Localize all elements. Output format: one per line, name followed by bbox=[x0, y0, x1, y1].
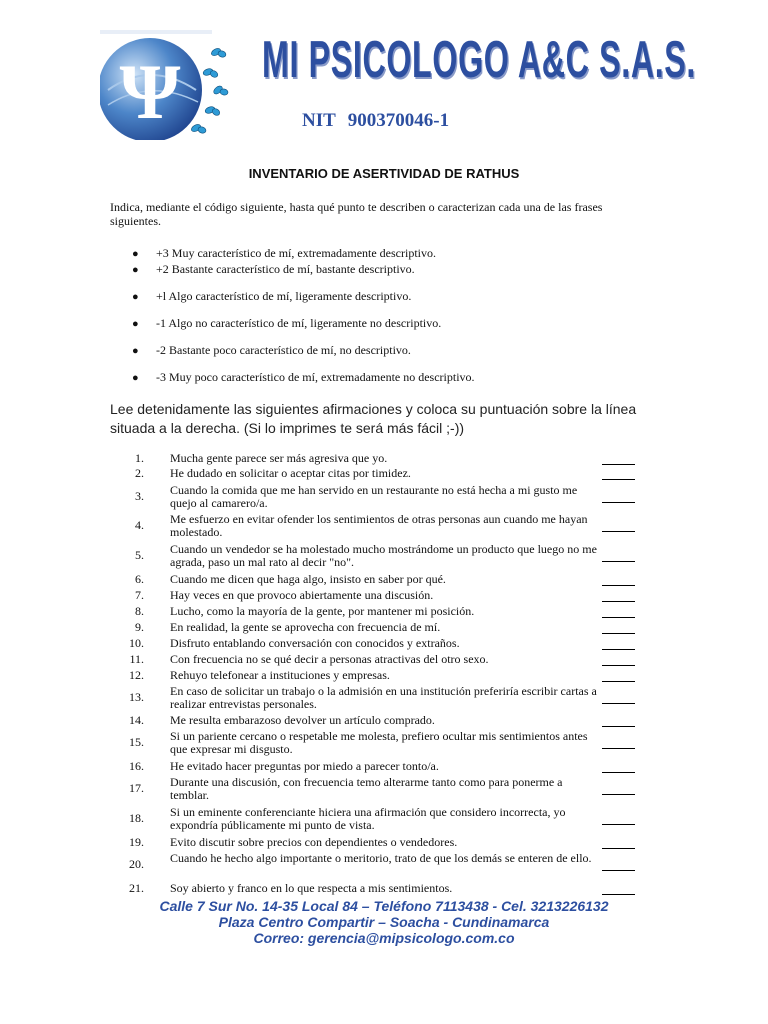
answer-line[interactable] bbox=[602, 633, 635, 634]
intro-paragraph: Indica, mediante el código siguiente, hasta qué punto te describen o caracterizan cada una de las frases siguientes. bbox=[110, 200, 603, 228]
answer-line[interactable] bbox=[602, 561, 635, 562]
nit-label: NIT bbox=[302, 110, 336, 131]
page-footer bbox=[0, 898, 768, 946]
answer-line[interactable] bbox=[602, 665, 635, 666]
scale-item: ● +l Algo característico de mí, ligeramente descriptivo. bbox=[132, 289, 412, 303]
answer-line[interactable] bbox=[602, 531, 635, 532]
answer-line[interactable] bbox=[602, 479, 635, 480]
nit-line bbox=[302, 110, 449, 132]
butterfly-icon bbox=[186, 44, 232, 140]
answer-line[interactable] bbox=[602, 464, 635, 465]
footer-address: Calle 7 Sur No. 14-35 Local 84 – Teléfono 7113438 - Cel. 3213226132 bbox=[159, 898, 609, 914]
answer-line[interactable] bbox=[602, 848, 635, 849]
svg-text:Ψ: Ψ bbox=[119, 48, 181, 135]
answer-line[interactable] bbox=[602, 794, 635, 795]
answer-line[interactable] bbox=[602, 894, 635, 895]
instructions: Lee detenidamente las siguientes afirmaciones y coloca su puntuación sobre la línea situada a la derecha. (Si lo imprimes te será más fácil ;-)) bbox=[110, 401, 637, 436]
answer-line[interactable] bbox=[602, 748, 635, 749]
bullet-icon: ● bbox=[132, 248, 139, 260]
footer-email: Correo: gerencia@mipsicologo.com.co bbox=[253, 930, 515, 946]
answer-line[interactable] bbox=[602, 703, 635, 704]
scale-item: ● +3 Muy característico de mí, extremadamente descriptivo. bbox=[132, 246, 436, 260]
answer-line[interactable] bbox=[602, 601, 635, 602]
bullet-icon: ● bbox=[132, 264, 139, 276]
nit-number: 900370046-1 bbox=[347, 110, 450, 131]
answer-line[interactable] bbox=[602, 585, 635, 586]
answer-line[interactable] bbox=[602, 870, 635, 871]
bullet-icon: ● bbox=[132, 372, 139, 384]
answer-line[interactable] bbox=[602, 681, 635, 682]
scale-item: ● -3 Muy poco característico de mí, extremadamente no descriptivo. bbox=[132, 370, 475, 384]
bullet-icon: ● bbox=[132, 318, 139, 330]
answer-line[interactable] bbox=[602, 726, 635, 727]
answer-line[interactable] bbox=[602, 617, 635, 618]
scale-item: ● -2 Bastante poco característico de mí, no descriptivo. bbox=[132, 343, 411, 357]
answer-line[interactable] bbox=[602, 772, 635, 773]
bullet-icon: ● bbox=[132, 291, 139, 303]
answer-line[interactable] bbox=[602, 502, 635, 503]
scale-item: ● -1 Algo no característico de mí, ligeramente no descriptivo. bbox=[132, 316, 442, 330]
butterflies-decoration bbox=[186, 44, 232, 140]
scale-item: ● +2 Bastante característico de mí, bastante descriptivo. bbox=[132, 262, 415, 276]
company-name: MI PSICOLOGO A&C S.A.S. bbox=[262, 31, 697, 89]
answer-line[interactable] bbox=[602, 649, 635, 650]
bullet-icon: ● bbox=[132, 345, 139, 357]
document-title: INVENTARIO DE ASERTIVIDAD DE RATHUS bbox=[248, 166, 520, 181]
footer-place: Plaza Centro Compartir – Soacha - Cundinamarca bbox=[218, 914, 550, 930]
answer-line[interactable] bbox=[602, 824, 635, 825]
